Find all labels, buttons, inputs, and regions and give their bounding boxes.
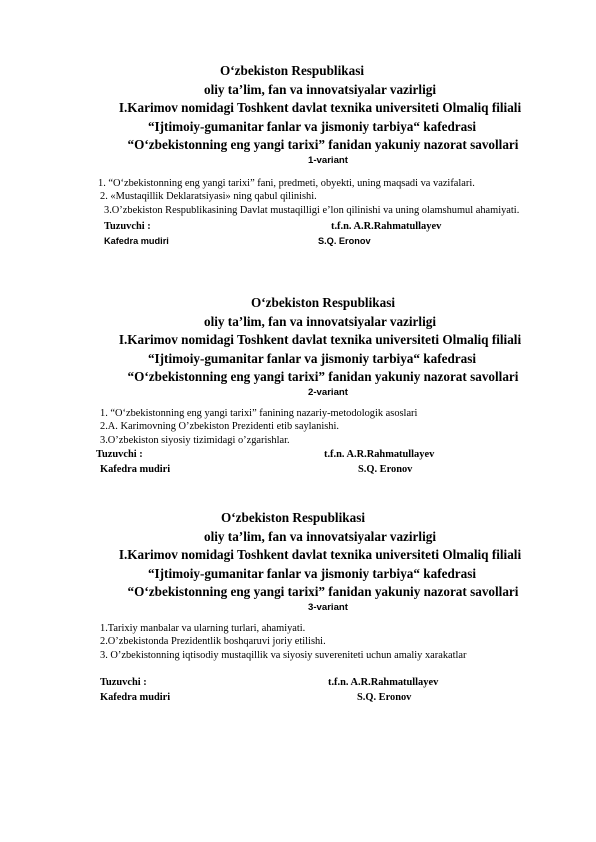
head-label: Kafedra mudiri [104,236,169,247]
header-ministry: oliy ta’lim, fan va innovatsiyalar vazirligi [204,528,436,544]
question-3: 3.O’zbekiston Respublikasining Davlat mustaqilligi e’lon qilinishi va uning olamshumul ahamiyati. [104,204,520,216]
head-signature-row [0,462,596,477]
head-label: Kafedra mudiri [100,692,171,704]
header-ministry: oliy ta’lim, fan va innovatsiyalar vazirligi [204,81,436,97]
variant-label: 2-variant [308,386,348,398]
question-1: 1.Tarixiy manbalar va ularning turlari, ahamiyati. [100,622,306,634]
header-department: “Ijtimoiy-gumanitar fanlar va jismoniy tarbiya“ kafedrasi [147,118,477,134]
head-name: S.Q. Eronov [357,692,412,704]
header-department: “Ijtimoiy-gumanitar fanlar va jismoniy tarbiya“ kafedrasi [147,350,477,366]
header-subject: “O‘zbekistonning eng yangi tarixi” fanidan yakuniy nazorat savollari [127,584,519,599]
compiler-label: Tuzuvchi : [100,677,147,689]
compiler-label: Tuzuvchi : [96,449,143,461]
head-name: S.Q. Eronov [318,236,371,247]
header-country: O‘zbekiston Respublikasi [220,510,365,525]
header-country: O‘zbekiston Respublikasi [250,295,395,310]
header-country: O‘zbekiston Respublikasi [219,63,364,78]
question-1: 1. “O‘zbekistonning eng yangi tarixi” fani, predmeti, obyekti, uning maqsadi va vazifalari. [98,177,475,189]
header-department: “Ijtimoiy-gumanitar fanlar va jismoniy tarbiya“ kafedrasi [147,565,477,581]
question-2: 2.O’zbekistonda Prezidentlik boshqaruvi joriy etilishi. [100,636,326,648]
compiler-signature-row [0,447,596,462]
header-university: I.Karimov nomidagi Toshkent davlat texnika universiteti Olmaliq filiali [118,100,522,115]
question-3: 3.O’zbekiston siyosiy tizimidagi o’zgarishlar. [100,434,290,446]
head-name: S.Q. Eronov [358,464,413,476]
question-3: 3. O’zbekistonning iqtisodiy mustaqillik va siyosiy suvereniteti uchun amaliy xarakatlar [100,649,467,661]
compiler-signature-row [0,675,596,690]
variant-2-block [0,294,596,477]
compiler-name: t.f.n. A.R.Rahmatullayev [328,677,439,689]
header-subject: “O‘zbekistonning eng yangi tarixi” fanidan yakuniy nazorat savollari [127,137,519,152]
variant-label: 3-variant [308,601,348,613]
compiler-name: t.f.n. A.R.Rahmatullayev [331,221,442,233]
question-2: 2. «Mustaqillik Deklaratsiyasi» ning qabul qilinishi. [100,191,317,203]
header-university: I.Karimov nomidagi Toshkent davlat texnika universiteti Olmaliq filiali [118,332,522,347]
header-subject: “O‘zbekistonning eng yangi tarixi” fanidan yakuniy nazorat savollari [127,369,519,384]
head-label: Kafedra mudiri [100,464,171,476]
header-ministry: oliy ta’lim, fan va innovatsiyalar vazirligi [204,313,436,329]
head-signature-row [0,234,596,249]
compiler-name: t.f.n. A.R.Rahmatullayev [324,449,435,461]
variant-1-block [0,62,596,249]
compiler-label: Tuzuvchi : [104,221,151,233]
head-signature-row [0,690,596,705]
question-2: 2.A. Karimovning O’zbekiston Prezidenti etib saylanishi. [100,421,339,433]
question-1: 1. “O‘zbekistonning eng yangi tarixi” fanining nazariy-metodologik asoslari [100,407,418,419]
variant-3-block [0,509,596,705]
variant-label: 1-variant [308,154,348,166]
compiler-signature-row [0,219,596,234]
header-university: I.Karimov nomidagi Toshkent davlat texnika universiteti Olmaliq filiali [118,547,522,562]
